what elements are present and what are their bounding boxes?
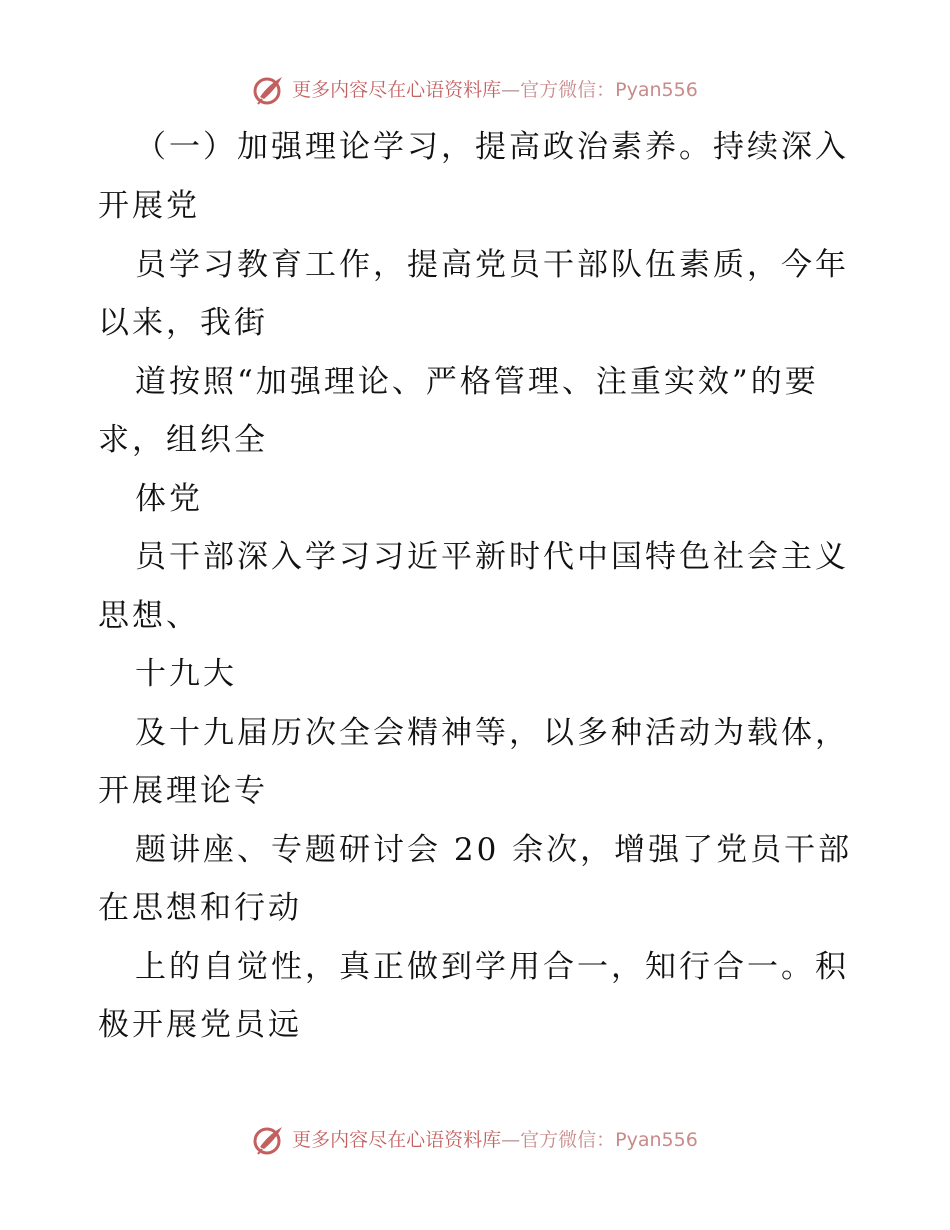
text-line: 求，组织全	[98, 422, 268, 458]
banner-site-name: 更多内容尽在心语资料库	[292, 79, 502, 101]
text-line: 开展理论专	[98, 773, 268, 809]
banner-separator: —	[501, 1129, 521, 1151]
banner-text	[292, 70, 698, 110]
text-line: 十九大	[135, 656, 237, 692]
text-line: 上的自觉性，真正做到学用合一，知行合一。积	[135, 949, 849, 985]
banner-site-name: 更多内容尽在心语资料库	[292, 1129, 502, 1151]
text-line: 道按照“加强理论、严格管理、注重实效”的要	[135, 364, 819, 400]
quill-logo-icon	[252, 73, 286, 107]
text-line: 员学习教育工作，提高党员干部队伍素质，今年	[135, 247, 849, 283]
text-line: 以来，我街	[98, 305, 268, 341]
banner-wechat: 官方微信：Pyan556	[520, 1129, 698, 1151]
footer-banner	[0, 1120, 950, 1160]
text-line: 在思想和行动	[98, 890, 302, 926]
text-line: 题讲座、专题研讨会 20 余次，增强了党员干部	[135, 832, 853, 868]
banner-wechat: 官方微信：Pyan556	[520, 79, 698, 101]
quill-logo-icon	[252, 1123, 286, 1157]
text-line: 及十九届历次全会精神等，以多种活动为载体，	[135, 715, 849, 751]
text-line: 开展党	[98, 188, 200, 224]
banner-separator: —	[501, 79, 521, 101]
text-line: （一）加强理论学习，提高政治素养。持续深入	[135, 129, 849, 165]
banner-text	[292, 1120, 698, 1160]
text-line: 员干部深入学习习近平新时代中国特色社会主义	[135, 539, 849, 575]
header-banner	[0, 70, 950, 110]
text-line: 体党	[135, 481, 203, 517]
text-line: 极开展党员远	[98, 1007, 302, 1043]
text-line: 思想、	[98, 598, 200, 634]
